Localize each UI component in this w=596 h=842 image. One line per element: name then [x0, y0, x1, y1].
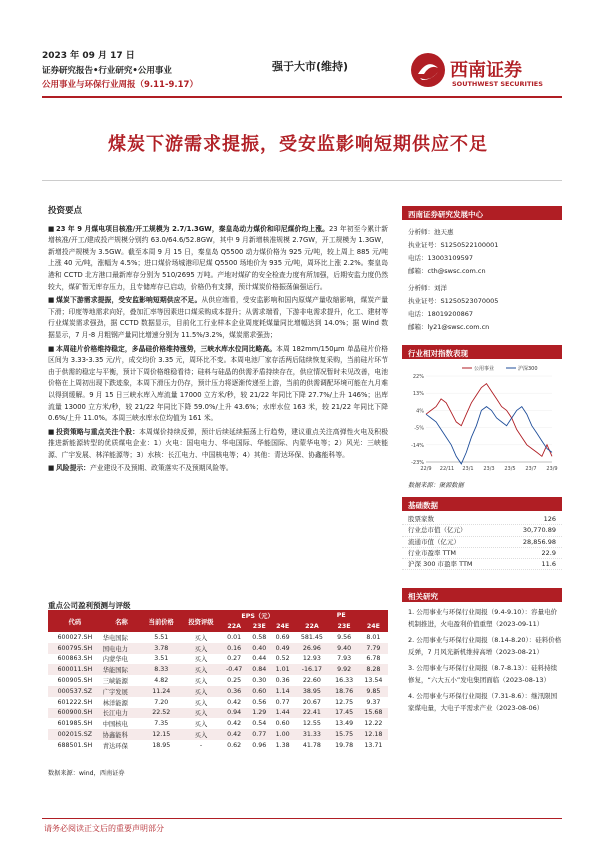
table-cell: 买入 — [181, 708, 221, 719]
table-cell: 7.93 — [329, 654, 358, 665]
x-tick-label: 23/1 — [462, 466, 474, 472]
basic-key: 行业市盈率 TTM — [408, 548, 457, 557]
table-cell: 000537.SZ — [48, 686, 102, 697]
basic-row — [402, 525, 562, 536]
table-cell: 19.78 — [329, 740, 358, 751]
table-cell: 688501.SH — [48, 740, 102, 751]
table-cell: 22.52 — [141, 708, 181, 719]
table-cell: 0.36 — [221, 686, 248, 697]
southwest-logo-icon — [410, 52, 446, 88]
table-row — [48, 708, 388, 719]
table-cell: 0.42 — [221, 729, 248, 740]
table-cell: 12.93 — [294, 654, 329, 665]
table-cell: 买入 — [181, 643, 221, 654]
table-cell: 12.55 — [294, 718, 329, 729]
related-item[interactable]: 3. 公用事业与环保行业周报（8.7-8.13）：硅料持续修复，“六大五小”发电集团面临（2023-08-13） — [408, 664, 558, 684]
table-cell: 买入 — [181, 718, 221, 729]
basic-row — [402, 514, 562, 525]
y-tick-label: -23% — [411, 460, 424, 466]
table-row — [48, 686, 388, 697]
table-cell: 8.33 — [141, 664, 181, 675]
table-cell: -16.17 — [294, 664, 329, 675]
table-cell: 600900.SH — [48, 708, 102, 719]
table-cell: 9.56 — [329, 632, 358, 643]
perf-heading: 行业相对指数表现 — [402, 345, 562, 359]
point-body: 从供应端看，受安监影响和国内原煤产量收缩影响，煤炭产量下滑；印度等地需求向好，叠加汇率等因素进口煤采购成本提升；从需求端看，下游非电需求提升，化工、建材等行业煤炭需求强劲，据 CCTD 数据显示，目前化工行业样本企业周度耗煤量同比增幅达到 14.0%；据 Wind 数据显示，7 月-8 月粗钢产量同比增速分别为 11.5%/3.2%，煤炭需求强劲； — [48, 296, 389, 339]
y-tick-label: 13% — [412, 391, 424, 398]
y-tick-label: -5% — [414, 425, 424, 432]
table-cell: 9.92 — [329, 664, 358, 675]
related-item[interactable]: 2. 公用事业与环保行业周报（8.14-8.20）：硅料价格反弹，7 月风光新机维持高增（2023-08-21） — [408, 636, 562, 656]
table-cell: 0.84 — [248, 664, 271, 675]
table-cell: 9.85 — [359, 686, 388, 697]
table-cell: 0.94 — [221, 708, 248, 719]
point-body: 本周煤价持续反弹，预计后续延续振荡上行趋势，建议重点关注高弹性火电及积极推进新能源转型的优质煤电企业：1）火电：国电电力、华电国际、华能国际、内蒙华电等；2）风光：三峡能源、广宇发展、林洋能源等；3）水核：长江电力、中国核电等；4）其他：青达环保、协鑫能科等。 — [48, 427, 389, 459]
table-cell: 16.33 — [329, 675, 358, 686]
col-year: 22A — [294, 621, 329, 632]
table-source: 数据来源：wind，西南证券 — [48, 770, 125, 777]
table-cell: 4.82 — [141, 675, 181, 686]
analyst-info — [402, 226, 562, 334]
col-year: 22A — [221, 621, 248, 632]
report-date: 2023 年 09 月 17 日 — [42, 51, 135, 61]
table-cell: 买入 — [181, 686, 221, 697]
table-cell: 600027.SH — [48, 632, 102, 643]
stock-forecast-table — [48, 610, 388, 751]
table-cell: 内蒙华电 — [102, 654, 142, 665]
table-cell: 1.29 — [248, 708, 271, 719]
table-cell: 0.16 — [221, 643, 248, 654]
basic-key: 股票家数 — [408, 515, 434, 523]
analyst-email[interactable]: 邮箱：cth@swsc.com.cn — [408, 267, 486, 275]
legend-label: 沪深300 — [518, 366, 538, 372]
table-cell: 17.45 — [329, 708, 358, 719]
basic-row — [402, 559, 562, 570]
point-1: ■ 23 年 9 月煤电项目核准/开工规模为 2.7/1.3GW，秦皇岛动力煤价和印尼煤价均上涨。23 年初至今累计新增核准/开工/建成投产规模分别约 63.0/64.6/52.8GW，其中 9 月新增核准规模 2.7GW，开工规模为 1.3GW，新增投产规模为 3.5GW。截至本周 9 月 15 日，秦皇岛 Q5500 动力煤价格为 925 元/吨，较上周上 885 元/吨上涨 40 元/吨，涨幅为 4.5%；进口煤价场城港印尼煤 Q5500 场地价为 935 元/吨，周环比上涨 2.2%。秦皇岛港和 CCTD 北方港口最新库存分别为 510/2695 万吨。产地对煤矿的安全检查力度有所加强，后期安监力度仍然较大，煤矿暂无库存压力，且专储库存已启动，价格仍有支撑，预计煤炭价格振荡偏强运行。 — [48, 224, 388, 291]
table-cell: 7.35 — [141, 718, 181, 729]
table-row — [48, 740, 388, 751]
table-cell: 0.52 — [271, 654, 294, 665]
logo-name: 西南证券 — [450, 60, 522, 81]
table-cell: 20.67 — [294, 697, 329, 708]
table-cell: 1.01 — [271, 664, 294, 675]
table-cell: 国电电力 — [102, 643, 142, 654]
table-cell: 15.75 — [329, 729, 358, 740]
table-cell: -0.47 — [221, 664, 248, 675]
table-cell: 中国核电 — [102, 718, 142, 729]
table-cell: 18.95 — [141, 740, 181, 751]
analyst-name: 分析师：刘洋 — [408, 284, 447, 292]
table-cell: 9.37 — [359, 697, 388, 708]
table-cell: 15.68 — [359, 708, 388, 719]
basic-value: 30,770.89 — [522, 526, 556, 535]
col-year: 24E — [359, 621, 388, 632]
point-lead: 本周硅片价格维持稳定，多晶硅价格维持涨势，三峡水库水位同比略高。 — [56, 344, 277, 353]
analyst-heading: 西南证券研究发展中心 — [402, 206, 562, 220]
table-cell: 581.45 — [294, 632, 329, 643]
table-cell: 26.96 — [294, 643, 329, 654]
col-price: 当前价格 — [141, 610, 181, 632]
point-4: ■ 投资策略与重点关注个股：本周煤价持续反弹，预计后续延续振荡上行趋势，建议重点关注高弹性火电及积极推进新能源转型的优质煤电企业：1）火电：国电电力、华电国际、华能国际、内蒙华电等；2）风光：三峡能源、广宇发展、林洋能源等；3）水核：长江电力、中国核电等；4）其他：青达环保、协鑫能科等。 — [48, 427, 389, 459]
table-cell: 18.76 — [329, 686, 358, 697]
basic-data-table — [402, 514, 562, 570]
table-cell: 12.22 — [359, 718, 388, 729]
table-cell: 广宇发展 — [102, 686, 142, 697]
footer-disclaimer: 请务必阅读正文后的重要声明部分 — [44, 824, 164, 833]
col-year: 24E — [271, 621, 294, 632]
x-tick-label: 23/7 — [525, 466, 537, 472]
basic-value: 28,856.98 — [522, 537, 556, 546]
table-cell: 31.33 — [294, 729, 329, 740]
analyst-phone: 电话：13003109597 — [408, 254, 473, 262]
table-cell: 0.60 — [271, 718, 294, 729]
table-cell: 002015.SZ — [48, 729, 102, 740]
table-cell: 青达环保 — [102, 740, 142, 751]
basic-value: 11.6 — [541, 560, 556, 569]
related-list — [402, 606, 562, 714]
analyst-phone: 电话：18019200867 — [408, 310, 473, 318]
basic-row — [402, 537, 562, 548]
y-tick-label: 22% — [412, 374, 424, 380]
table-cell: 0.77 — [248, 729, 271, 740]
table-cell: 0.36 — [271, 675, 294, 686]
table-cell: 3.51 — [141, 654, 181, 665]
point-2: ■ 煤炭下游需求提振，受安监影响短期供应不足。从供应端看，受安监影响和国内原煤产量收缩影响，煤炭产量下滑；印度等地需求向好，叠加汇率等因素进口煤采购成本提升；从需求端看，下游非电需求提升，化工、建材等行业煤炭需求强劲，据 CCTD 数据显示，目前化工行业样本企业周度耗煤量同比增幅达到 14.0%；据 Wind 数据显示，7 月-8 月粗钢产量同比增速分别为 11.5%/3.2%，煤炭需求强劲； — [48, 296, 389, 339]
table-cell: 1.14 — [271, 686, 294, 697]
table-row — [48, 632, 388, 643]
basic-value: 126 — [543, 515, 556, 523]
analyst-email[interactable]: 邮箱：ly21@swsc.com.cn — [408, 323, 490, 331]
table-cell: 华电国际 — [102, 632, 142, 643]
table-cell: 0.77 — [271, 697, 294, 708]
analyst-box — [402, 206, 562, 334]
table-row — [48, 697, 388, 708]
table-row — [48, 654, 388, 665]
footer-divider — [42, 818, 562, 819]
table-cell: 0.49 — [271, 643, 294, 654]
related-item[interactable]: 4. 公用事业与环保行业周报（7.31-8.6）：继汛限国家煤电量，大电子平需求产业（2023-08-06） — [408, 692, 558, 712]
table-cell: 长江电力 — [102, 708, 142, 719]
table-cell: 12.75 — [329, 697, 358, 708]
col-year: 23E — [248, 621, 271, 632]
basic-row — [402, 548, 562, 559]
x-tick-label: 22/9 — [420, 466, 432, 472]
table-cell: 林洋能源 — [102, 697, 142, 708]
point-lead: 煤炭下游需求提振，受安监影响短期供应不足。 — [56, 296, 202, 305]
table-cell: 0.27 — [221, 654, 248, 665]
basic-heading: 基础数据 — [402, 497, 562, 511]
basic-value: 22.9 — [541, 548, 556, 557]
chart-source: 数据来源：聚源数据 — [408, 482, 464, 489]
table-cell: 0.42 — [221, 697, 248, 708]
table-cell: 0.56 — [248, 697, 271, 708]
table-cell: 41.78 — [294, 740, 329, 751]
analyst-cert: 执业证号：S1250523070005 — [408, 297, 499, 305]
table-cell: 9.40 — [329, 643, 358, 654]
table-cell: 600863.SH — [48, 654, 102, 665]
table-cell: 0.42 — [221, 718, 248, 729]
title-divider — [42, 180, 562, 181]
table-cell: 22.41 — [294, 708, 329, 719]
table-cell: 601222.SH — [48, 697, 102, 708]
basic-key: 沪深 300 市盈率 TTM — [408, 560, 473, 569]
point-3: ■ 本周硅片价格维持稳定，多晶硅价格维持涨势，三峡水库水位同比略高。本周 182mm/150μm 单晶硅片价格区间为 3.33-3.35 元/片，成交均价 3.35 元，周环比不变。本周电池厂家存活两后陆续恢复采购，当前硅片环节由于供需的稳定与平衡，预计下周价格维稳看待；硅料与硅晶的供需矛盾持续存在，供应情况暂时未见改善，电池价格在上周初出现下跌迹象，本周下滑压力仍存，预计压力将逐渐传递至上游，当前的供需调配环境可能在九月难以得到缓解。9 月 15 日三峡水库入库流量 17000 立方米/秒，较 21/22 年同比下降 27.7%/上升 146%；出库流量 13000 立方米/秒，较 21/22 年同比下降 59.0%/上升 43.6%；水库水位 163 米，较 21/22 年同比下降 0.6%/上升 11.0%。本周三峡水库水位均值为 161 米。 — [48, 344, 388, 423]
table-cell: 0.54 — [248, 718, 271, 729]
table-cell: 22.60 — [294, 675, 329, 686]
table-cell: 买入 — [181, 654, 221, 665]
report-name: 公用事业与环保行业周报（9.11-9.17） — [42, 80, 198, 90]
table-cell: 12.18 — [359, 729, 388, 740]
table-cell: 0.96 — [248, 740, 271, 751]
series-line — [426, 407, 552, 464]
table-row — [48, 729, 388, 740]
table-cell: 600905.SH — [48, 675, 102, 686]
section-heading: 投资要点 — [48, 206, 83, 216]
table-row — [48, 643, 388, 654]
col-name: 名称 — [102, 610, 142, 632]
table-cell: 3.78 — [141, 643, 181, 654]
x-tick-label: 23/9 — [546, 466, 558, 472]
table-cell: 13.49 — [329, 718, 358, 729]
col-year: 23E — [329, 621, 358, 632]
table-cell: 600795.SH — [48, 643, 102, 654]
table-cell: 0.44 — [248, 654, 271, 665]
table-cell: 11.24 — [141, 686, 181, 697]
col-code: 代码 — [48, 610, 102, 632]
report-series: 证券研究报告•行业研究•公用事业 — [42, 66, 172, 76]
x-tick-label: 23/3 — [483, 466, 495, 472]
table-cell: 8.01 — [359, 632, 388, 643]
stock-table-heading: 重点公司盈利预测与评级 — [48, 601, 131, 610]
point-body: 本周 182mm/150μm 单晶硅片价格区间为 3.33-3.35 元/片，成交均价 3.35 元，周环比不变。本周电池厂家存活两后陆续恢复采购，当前硅片环节由于供需的稳定与平衡，预计下周价格维稳看待；硅料与硅晶的供需矛盾持续存在，供应情况暂时未见改善，电池价格在上周初出现下跌迹象，本周下滑压力仍存，预计压力将逐渐传递至上游，当前的供需调配环境可能在九月难以得到缓解。9 月 15 日三峡水库入库流量 17000 立方米/秒，较 21/22 年同比下降 27.7%/上升 146%；出库流量 13000 立方米/秒，较 21/22 年同比下降 59.0%/上升 43.6%；水库水位 163 米，较 21/22 年同比下降 0.6%/上升 11.0%。本周三峡水库水位均值为 161 米。 — [48, 344, 388, 423]
table-cell: 买入 — [181, 632, 221, 643]
y-tick-label: -14% — [411, 442, 424, 449]
x-tick-label: 23/5 — [504, 466, 516, 472]
analyst-name: 分析师：池天惠 — [408, 228, 454, 236]
point-lead: 23 年 9 月煤电项目核准/开工规模为 2.7/1.3GW，秦皇岛动力煤价和印尼煤价均上涨。 — [56, 224, 329, 233]
industry-rating: 强于大市(维持) — [272, 60, 349, 73]
basic-key: 流通市值（亿元） — [408, 537, 460, 546]
table-cell: 0.69 — [271, 632, 294, 643]
point-5: ■ 风险提示：产业建设不及预期、政策落实不及预期风险等。 — [48, 464, 233, 473]
col-rating: 投资评级 — [181, 610, 221, 632]
table-cell: 0.01 — [221, 632, 248, 643]
table-cell: 0.40 — [248, 643, 271, 654]
table-cell: 0.60 — [248, 686, 271, 697]
table-cell: 12.15 — [141, 729, 181, 740]
table-cell: 0.30 — [248, 675, 271, 686]
table-cell: 买入 — [181, 664, 221, 675]
table-cell: 买入 — [181, 675, 221, 686]
table-cell: 协鑫能科 — [102, 729, 142, 740]
legend-label: 公用事业 — [474, 366, 495, 372]
table-cell: 13.71 — [359, 740, 388, 751]
point-body: 23 年初至今累计新增核准/开工/建成投产规模分别约 63.0/64.6/52.8GW，其中 9 月新增核准规模 2.7GW，开工规模为 1.3GW，新增投产规模为 3.5GW。截至本周 9 月 15 日，秦皇岛 Q5500 动力煤价格为 925 元/吨，较上周上 885 元/吨上涨 40 元/吨，涨幅为 4.5%；进口煤价场城港印尼煤 Q5500 场地价为 935 元/吨，周环比上涨 2.2%。秦皇岛港和 CCTD 北方港口最新库存分别为 510/2695 万吨。产地对煤矿的安全检查力度有所加强，后期安监力度仍然较大，煤矿暂无库存压力，且专储库存已启动，价格仍有支撑，预计煤炭价格振荡偏强运行。 — [48, 224, 388, 291]
table-cell: 38.95 — [294, 686, 329, 697]
table-cell: 0.25 — [221, 675, 248, 686]
table-row — [48, 675, 388, 686]
table-cell: 1.38 — [271, 740, 294, 751]
page-title: 煤炭下游需求提振，受安监影响短期供应不足 — [108, 134, 488, 155]
table-cell: 华能国际 — [102, 664, 142, 675]
logo-english: SOUTHWEST SECURITIES — [452, 80, 543, 88]
point-body: 产业建设不及预期、政策落实不及预期风险等。 — [89, 464, 233, 473]
table-cell: 1.44 — [271, 708, 294, 719]
table-cell: 600011.SH — [48, 664, 102, 675]
analyst-cert: 执业证号：S1250522100001 — [408, 241, 499, 249]
table-cell: 7.79 — [359, 643, 388, 654]
table-cell: 5.51 — [141, 632, 181, 643]
table-cell: 13.54 — [359, 675, 388, 686]
relative-index-chart — [402, 362, 562, 480]
table-row — [48, 718, 388, 729]
related-heading: 相关研究 — [402, 588, 562, 602]
y-tick-label: 4% — [416, 408, 424, 415]
basic-key: 行业总市值（亿元） — [408, 526, 467, 535]
x-tick-label: 22/11 — [439, 466, 455, 472]
table-cell: 买入 — [181, 697, 221, 708]
table-cell: 买入 — [181, 729, 221, 740]
related-item[interactable]: 1. 公用事业与环保行业周报（9.4-9.10）：容量电价机制推进，火电盈利价值重塑（2023-09-11） — [408, 608, 558, 628]
table-cell: 0.58 — [248, 632, 271, 643]
table-cell: 7.20 — [141, 697, 181, 708]
table-cell: 0.62 — [221, 740, 248, 751]
col-pe: PE — [294, 610, 388, 621]
header-divider — [42, 96, 562, 98]
investment-points — [48, 206, 388, 477]
table-cell: - — [181, 740, 221, 751]
point-lead: 投资策略与重点关注个股： — [56, 427, 140, 436]
table-row — [48, 664, 388, 675]
point-lead: 风险提示： — [56, 464, 90, 473]
series-line — [426, 384, 552, 457]
table-cell: 601985.SH — [48, 718, 102, 729]
table-cell: 6.78 — [359, 654, 388, 665]
table-cell: 三峡能源 — [102, 675, 142, 686]
col-eps: EPS（元） — [221, 610, 295, 621]
table-cell: 1.00 — [271, 729, 294, 740]
table-cell: 8.28 — [359, 664, 388, 675]
